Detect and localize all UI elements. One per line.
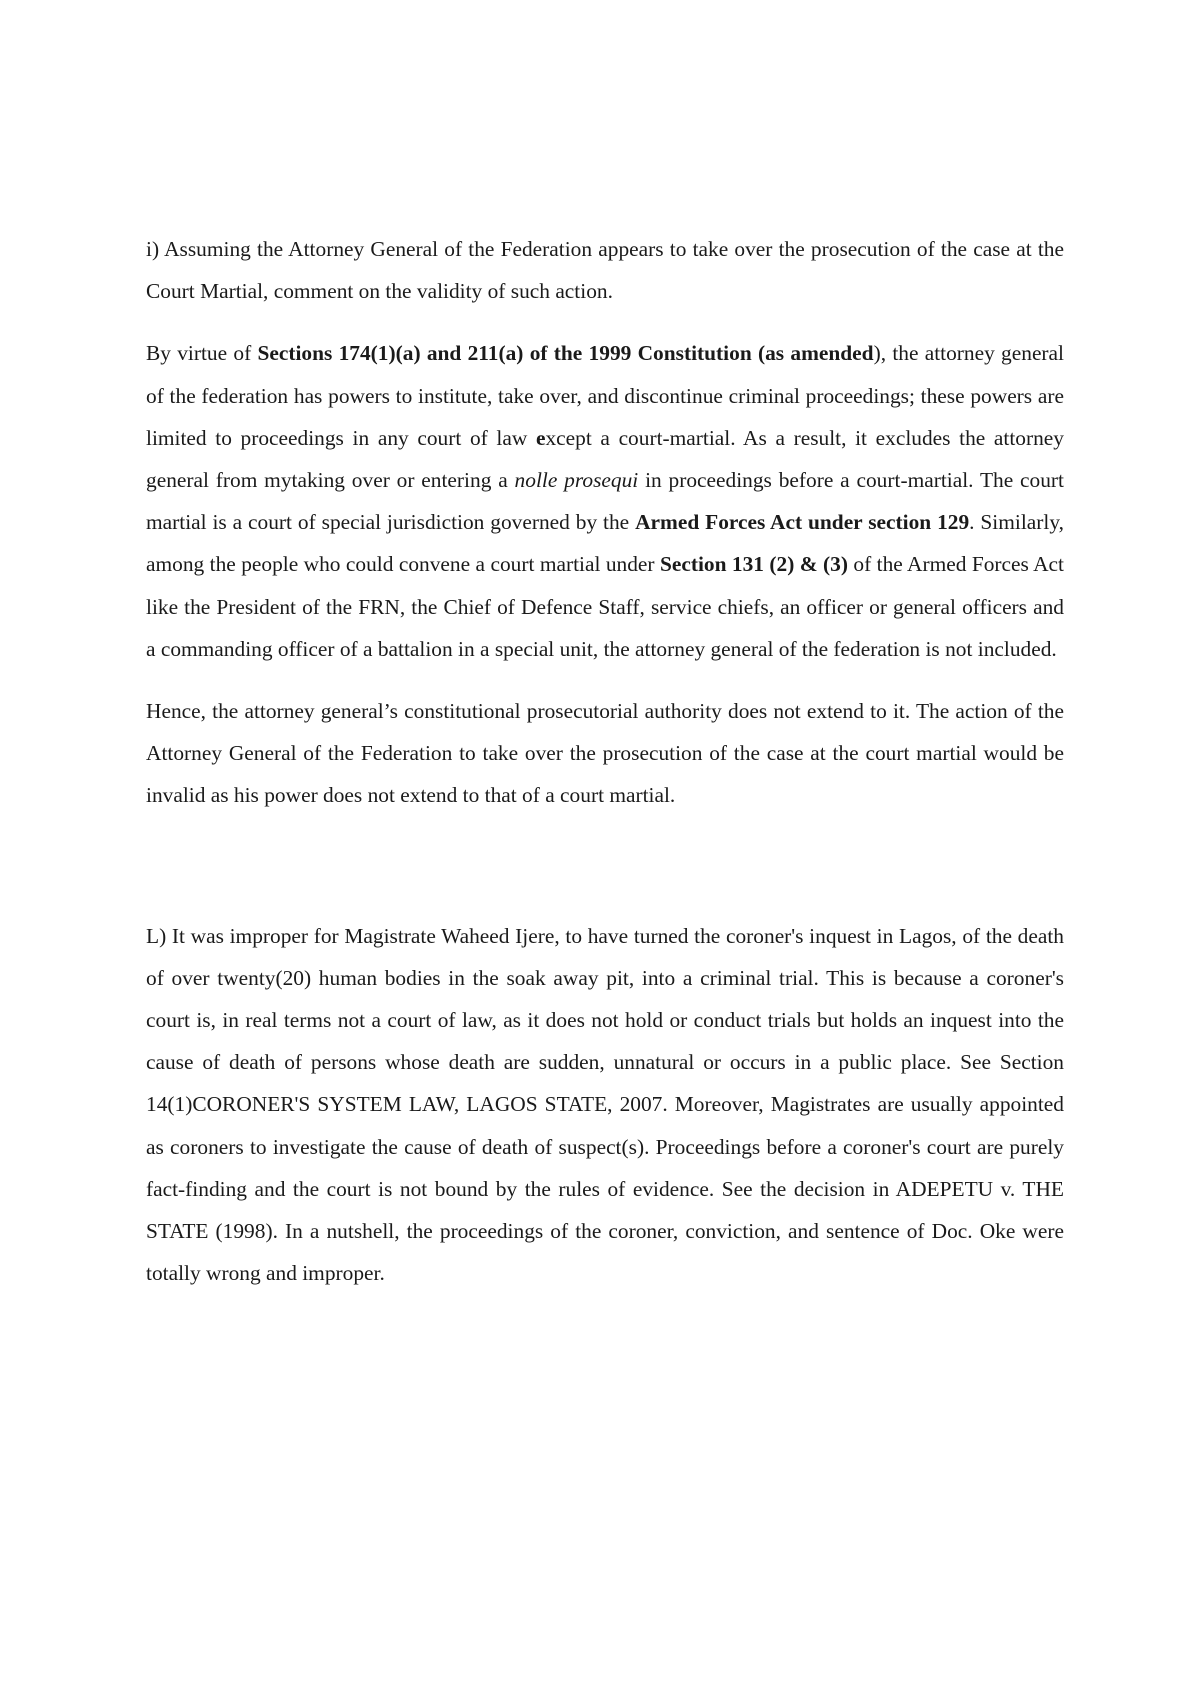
answer-l-paragraph: L) It was improper for Magistrate Waheed Ijere, to have turned the coroner's inquest in Lagos, of the death of over twenty(20) human bodies in the soak away pit, into a criminal trial. This is because a coroner's court is, in real terms not a court of law, as it does not hold or conduct trials but holds an inquest into the cause of death of persons whose death are sudden, unnatural or occurs in a public place. See Section 14(1)CORONER'S SYSTEM LAW, LAGOS STATE, 2007. Moreover, Magistrates are usually appointed as coroners to investigate the cause of death of suspect(s). Proceedings before a coroner's court are purely fact-finding and the court is not bound by the rules of evidence. See the decision in ADEPETU v. THE STATE (1998). In a nutshell, the proceedings of the coroner, conviction, and sentence of Doc. Oke were totally wrong and improper. bbox=[146, 923, 1064, 1286]
answer-i-paragraph-2: Hence, the attorney general’s constitutional prosecutorial authority does not extend to it. The action of the Attorney General of the Federation to take over the prosecution of the case at the court martial would be invalid as his power does not extend to that of a court martial. bbox=[146, 699, 1064, 808]
text-run: ), the attorney general of the federation has powers to institute, take over, and discontinue criminal proceedings; these powers are limited to proceedings in any court of law bbox=[146, 341, 1064, 450]
bold-citation-constitution: Sections 174(1)(a) and 211(a) of the 1999 Constitution (as amended bbox=[257, 341, 874, 366]
text-run: By virtue of bbox=[146, 341, 258, 366]
text-run: in proceedings before a court-martial. The court martial is a court of special jurisdiction governed by the bbox=[146, 468, 1064, 535]
question-i-paragraph: i) Assuming the Attorney General of the Federation appears to take over the prosecution of the case at the Court Martial, comment on the validity of such action. bbox=[146, 237, 1064, 304]
bold-letter: e bbox=[535, 425, 546, 450]
bold-citation-armed-forces-act: Armed Forces Act under section 129 bbox=[635, 510, 970, 535]
document-page bbox=[146, 228, 1064, 1294]
text-run: . Similarly, among the people who could convene a court martial under bbox=[146, 510, 1064, 577]
italic-latin-term: nolle prosequi bbox=[514, 468, 639, 493]
text-run: xcept a court-martial. As a result, it excludes the attorney general from mytaking over or entering a bbox=[146, 425, 1064, 493]
text-run: of the Armed Forces Act like the President of the FRN, the Chief of Defence Staff, service chiefs, an officer or general officers and a commanding officer of a battalion in a special unit, the attorney general of the federation is not included. bbox=[146, 552, 1064, 661]
bold-citation-section-131: Section 131 (2) & (3) bbox=[659, 552, 848, 577]
answer-i-paragraph-1 bbox=[146, 332, 1064, 670]
